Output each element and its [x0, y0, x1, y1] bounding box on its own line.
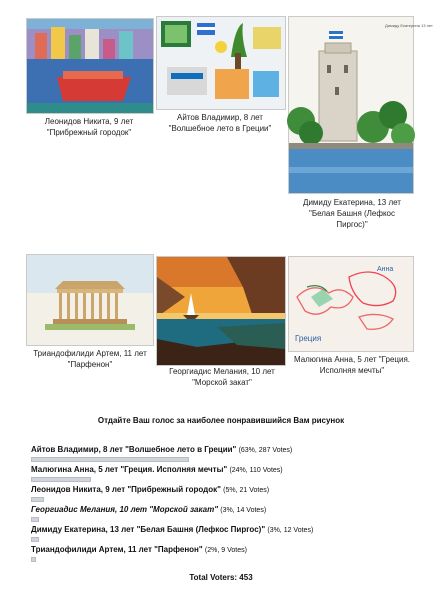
- poll-option-5[interactable]: [31, 525, 313, 534]
- painting-parthenon[interactable]: [26, 254, 154, 346]
- poll-option-name: Георгиадис Мелания, 10 лет "Морской закат": [31, 505, 218, 514]
- painting-coastal-town[interactable]: [26, 18, 154, 114]
- poll-bar-1: [31, 457, 189, 462]
- caption-coastal-town: Леонидов Никита, 9 лет "Прибрежный городок": [44, 117, 134, 137]
- poll-bar-track: [31, 517, 281, 522]
- poll-bar-2: [31, 477, 91, 482]
- poll-option-meta: (63%, 287 Votes): [238, 447, 293, 454]
- painting-signature: Димиду Екатерина 13 лет: [385, 23, 433, 28]
- poll-bar-track: [31, 537, 281, 542]
- poll-option-name: Триандофилиди Артем, 11 лет "Парфенон": [31, 545, 203, 554]
- poll-option-meta: (5%, 21 Votes): [223, 487, 270, 494]
- painting-sea-sunset[interactable]: [156, 256, 286, 366]
- poll-bar-track: [31, 557, 281, 562]
- poll-option-name: Малюгина Анна, 5 лет "Греция. Исполняя мечты": [31, 465, 228, 474]
- poll-bar-4: [31, 517, 39, 522]
- poll-bar-track: [31, 497, 281, 502]
- poll-bar-3: [31, 497, 44, 502]
- poll-option-meta: (3%, 14 Votes): [220, 507, 267, 514]
- painting-text-anna: Анна: [377, 266, 394, 273]
- poll-bar-track: [31, 477, 281, 482]
- poll-option-3[interactable]: [31, 485, 269, 494]
- poll-option-2[interactable]: [31, 465, 283, 474]
- poll-option-1[interactable]: [31, 445, 292, 454]
- painting-white-tower[interactable]: [288, 16, 433, 194]
- caption-summer-greece: Айтов Владимир, 8 лет "Волшебное лето в Греции": [168, 113, 272, 133]
- poll-option-4[interactable]: [31, 505, 266, 514]
- caption-greece-dreams: Малюгина Анна, 5 лет "Греция. Исполняя мечты": [293, 355, 411, 375]
- caption-parthenon: Триандофилиди Артем, 11 лет "Парфенон": [33, 349, 147, 369]
- painting-greece-dreams[interactable]: [288, 256, 414, 352]
- poll-option-6[interactable]: [31, 545, 247, 554]
- poll-bar-6: [31, 557, 36, 562]
- total-voters: Total Voters: 453: [189, 573, 253, 582]
- poll-option-name: Айтов Владимир, 8 лет "Волшебное лето в Греции": [31, 445, 237, 454]
- caption-white-tower: Димиду Екатерина, 13 лет "Белая Башня (Лефкос Пиргос)": [303, 198, 401, 229]
- painting-text-greece: Греция: [295, 334, 322, 343]
- poll-option-name: Леонидов Никита, 9 лет "Прибрежный городок": [31, 485, 221, 494]
- poll-option-meta: (3%, 12 Votes): [267, 527, 314, 534]
- poll-title: Отдайте Ваш голос за наиболее понравившийся Вам рисунок: [97, 416, 345, 425]
- poll-bar-5: [31, 537, 39, 542]
- poll-bar-track: [31, 457, 281, 462]
- poll-option-name: Димиду Екатерина, 13 лет "Белая Башня (Лефкос Пиргос)": [31, 525, 266, 534]
- poll-option-meta: (2%, 9 Votes): [204, 547, 247, 554]
- painting-summer-greece[interactable]: [156, 16, 286, 110]
- caption-sea-sunset: Георгиадис Мелания, 10 лет "Морской закат": [169, 367, 275, 387]
- poll-option-meta: (24%, 110 Votes): [229, 467, 283, 474]
